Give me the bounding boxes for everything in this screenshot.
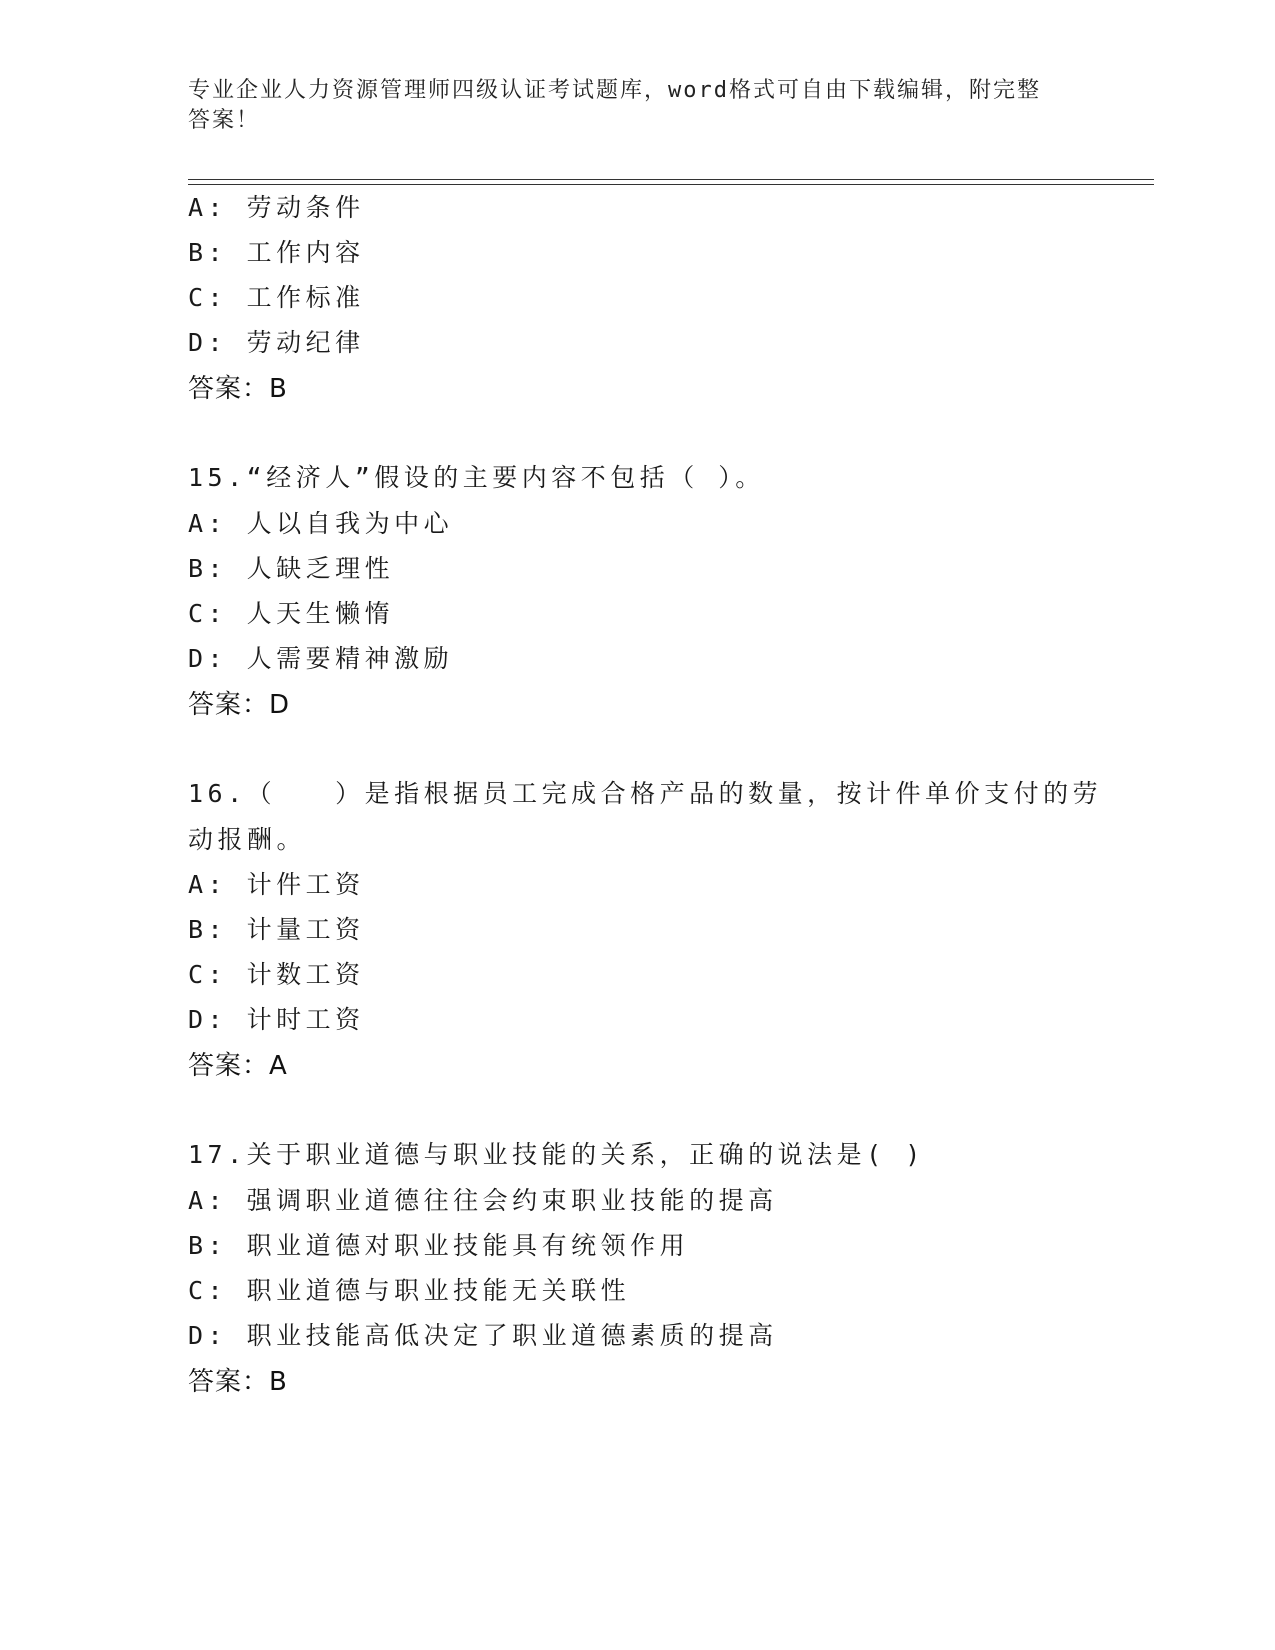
q14-option-d: D: 劳动纪律	[188, 328, 365, 357]
q15-option-c: C: 人天生懒惰	[188, 599, 395, 628]
header-line-2: 答案！	[188, 108, 261, 133]
q14-answer: 答案：B	[188, 374, 288, 404]
q17-option-a: A: 强调职业道德往往会约束职业技能的提高	[188, 1186, 778, 1215]
q15-option-b: B: 人缺乏理性	[188, 554, 395, 583]
q14-option-b: B: 工作内容	[188, 238, 365, 267]
header-line-1: 专业企业人力资源管理师四级认证考试题库，word格式可自由下载编辑，附完整	[188, 78, 1041, 103]
q15-answer: 答案：D	[188, 690, 291, 720]
q17-option-d: D: 职业技能高低决定了职业道德素质的提高	[188, 1321, 778, 1350]
q15-option-d: D: 人需要精神激励	[188, 644, 454, 673]
q16-option-d: D: 计时工资	[188, 1005, 365, 1034]
q15-option-a: A: 人以自我为中心	[188, 509, 454, 538]
q17-answer: 答案：B	[188, 1367, 288, 1397]
q17-question: 17.关于职业道德与职业技能的关系，正确的说法是( )	[188, 1140, 925, 1169]
document-header	[188, 76, 1088, 136]
q16-option-b: B: 计量工资	[188, 915, 365, 944]
q15-question: 15.“经济人”假设的主要内容不包括（ ）。	[188, 463, 765, 492]
q17-option-c: C: 职业道德与职业技能无关联性	[188, 1276, 631, 1305]
q16-question-line-1: 16.（ ）是指根据员工完成合格产品的数量，按计件单价支付的劳	[188, 779, 1103, 808]
q16-option-a: A: 计件工资	[188, 870, 365, 899]
q16-option-c: C: 计数工资	[188, 960, 365, 989]
q14-option-c: C: 工作标准	[188, 283, 365, 312]
q16-answer: 答案：A	[188, 1051, 288, 1081]
q17-option-b: B: 职业道德对职业技能具有统领作用	[188, 1231, 690, 1260]
header-divider-top	[188, 179, 1154, 180]
q14-option-a: A: 劳动条件	[188, 193, 365, 222]
header-divider-bottom	[188, 184, 1154, 185]
q16-question-line-2: 动报酬。	[188, 825, 307, 854]
